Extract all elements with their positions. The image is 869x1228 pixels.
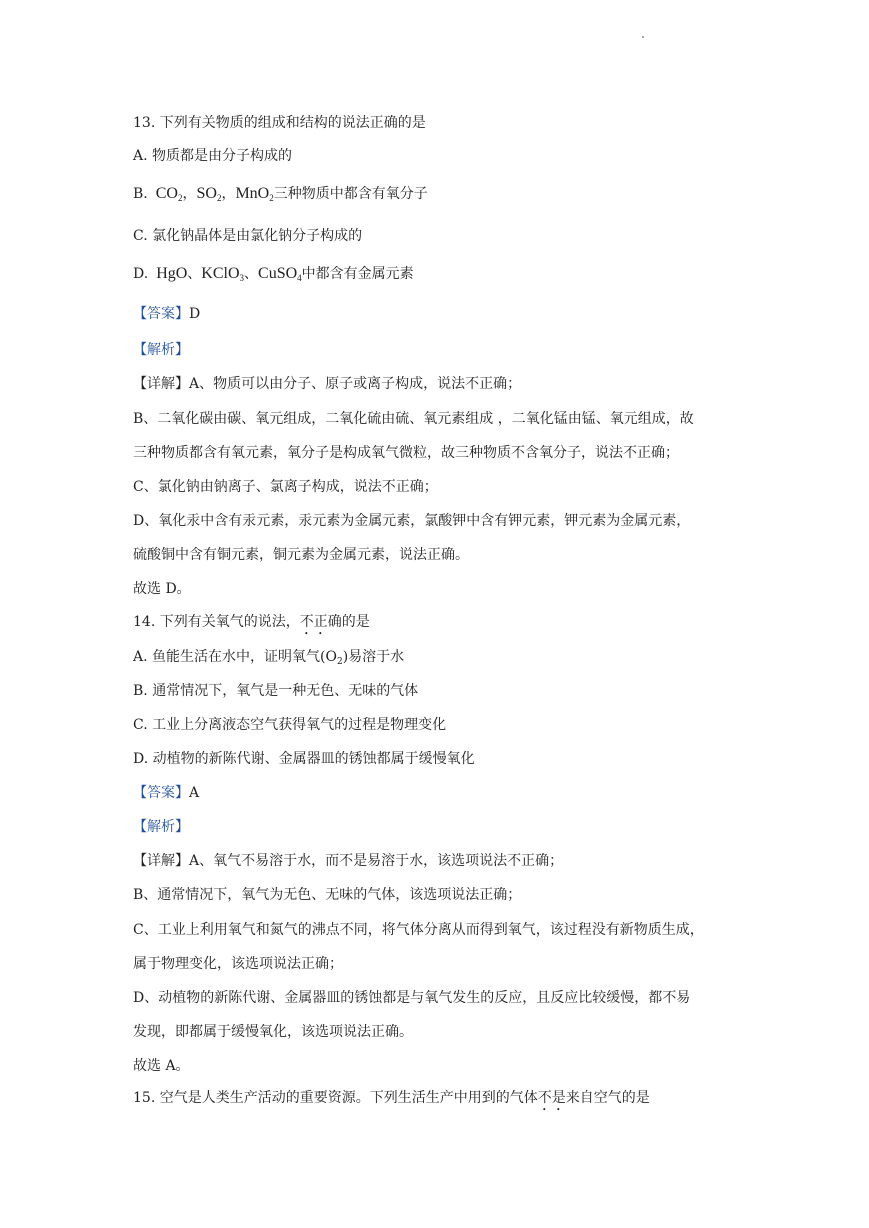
q13-option-c: C. 氯化钠晶体是由氯化钠分子构成的 <box>133 228 363 244</box>
q14-answer <box>133 784 199 802</box>
formula-text: MnO <box>235 185 270 202</box>
q13-analysis <box>133 341 189 359</box>
q13-option-b <box>133 185 428 207</box>
q14-option-a <box>133 648 404 671</box>
formula-text: SO <box>196 185 217 202</box>
option-text: 三种物质中都含有氧分子 <box>273 186 428 202</box>
q14-detail-1 <box>133 852 563 870</box>
detail-text: A、物质可以由分子、原子或离子构成，说法不正确； <box>189 376 522 392</box>
q13-stem: 13. 下列有关物质的组成和结构的说法正确的是 <box>133 115 426 131</box>
q14-conclusion: 故选 A。 <box>133 1058 190 1074</box>
detail-label: 【详解】 <box>133 376 189 392</box>
separator: ， <box>182 186 197 202</box>
stem-text: 来自空气的是 <box>565 1090 650 1106</box>
option-label: D. <box>133 266 149 282</box>
analysis-label: 【解析】 <box>133 819 189 835</box>
q14-analysis <box>133 818 189 836</box>
separator: 、 <box>244 266 259 282</box>
option-label: B. <box>133 186 148 202</box>
formula-subscript: 2 <box>269 193 274 203</box>
q14-stem <box>133 613 370 638</box>
q13-detail-5: D、氧化汞中含有汞元素，汞元素为金属元素，氯酸钾中含有钾元素，钾元素为金属元素， <box>133 513 691 529</box>
separator: ， <box>221 186 236 202</box>
q13-detail-6: 硫酸铜中含有铜元素，铜元素为金属元素，说法正确。 <box>133 547 469 563</box>
formula-so2 <box>196 185 221 202</box>
formula-co2 <box>156 185 183 202</box>
q13-detail-4: C、氯化钠由钠离子、氯离子构成，说法不正确； <box>133 479 438 495</box>
answer-label: 【答案】 <box>133 785 189 801</box>
formula-kclo3 <box>201 265 244 282</box>
formula-subscript: 3 <box>239 273 245 283</box>
q14-detail-4: 属于物理变化，该选项说法正确； <box>133 956 343 972</box>
q13-detail-1 <box>133 375 521 393</box>
option-text: 中都含有金属元素 <box>301 266 414 282</box>
answer-label: 【答案】 <box>133 306 189 322</box>
answer-value: A <box>189 785 200 801</box>
formula-subscript: 2 <box>336 657 343 667</box>
q14-option-c: C. 工业上分离液态空气获得氧气的过程是物理变化 <box>133 717 447 733</box>
option-text: )易溶于水 <box>342 649 405 665</box>
stem-text: 15. 空气是人类生产活动的重要资源。下列生活生产中用到的气体 <box>133 1090 538 1106</box>
formula-hgo: HgO <box>156 265 188 282</box>
q15-stem <box>133 1089 650 1114</box>
q14-detail-3: C、工业上利用氧气和氮气的沸点不同，将气体分离从而得到氧气，该过程没有新物质生成， <box>133 922 704 938</box>
q14-detail-5: D、动植物的新陈代谢、金属器皿的锈蚀都是与氧气发生的反应，且反应比较缓慢，都不易 <box>133 990 691 1006</box>
formula-cuso4 <box>258 265 302 282</box>
formula-subscript: 2 <box>216 193 222 203</box>
q14-option-d: D. 动植物的新陈代谢、金属器皿的锈蚀都属于缓慢氧化 <box>133 751 475 767</box>
emphasis-text: 不正 <box>299 614 328 630</box>
detail-text: A、氧气不易溶于水，而不是易溶于水，该选项说法不正确； <box>189 853 564 869</box>
formula-text: CuSO <box>258 265 298 282</box>
detail-label: 【详解】 <box>133 853 189 869</box>
q13-option-a: A. 物质都是由分子构成的 <box>133 148 293 164</box>
answer-value: D <box>189 306 201 322</box>
formula-text: KClO <box>201 265 240 282</box>
page-mark <box>642 36 644 38</box>
separator: 、 <box>187 266 202 282</box>
q14-detail-6: 发现，即都属于缓慢氧化，该选项说法正确。 <box>133 1024 413 1040</box>
analysis-label: 【解析】 <box>133 342 189 358</box>
option-text: A. 鱼能生活在水中，证明氧气(O <box>133 649 337 665</box>
q13-answer <box>133 305 200 323</box>
formula-subscript: 4 <box>297 273 302 283</box>
stem-text: 确的是 <box>327 614 370 630</box>
q13-detail-2: B、二氧化碳由碳、氧元组成，二氧化硫由硫、氧元素组成 ，二氧化锰由锰、氧元组成，故 <box>133 411 694 427</box>
q13-conclusion: 故选 D。 <box>133 581 191 597</box>
q13-detail-3: 三种物质都含有氧元素，氧分子是构成氧气微粒，故三种物质不含氧分子，说法不正确； <box>133 445 679 461</box>
stem-text: 14. 下列有关氧气的说法， <box>133 614 300 630</box>
emphasis-text: 不是 <box>537 1090 566 1106</box>
q13-option-d <box>133 265 414 287</box>
formula-mno2 <box>235 185 273 202</box>
formula-subscript: 2 <box>177 193 183 203</box>
formula-text: CO <box>155 185 178 202</box>
q14-option-b: B. 通常情况下，氧气是一种无色、无味的气体 <box>133 683 419 699</box>
q14-detail-2: B、通常情况下，氧气为无色、无味的气体，该选项说法正确； <box>133 887 522 903</box>
